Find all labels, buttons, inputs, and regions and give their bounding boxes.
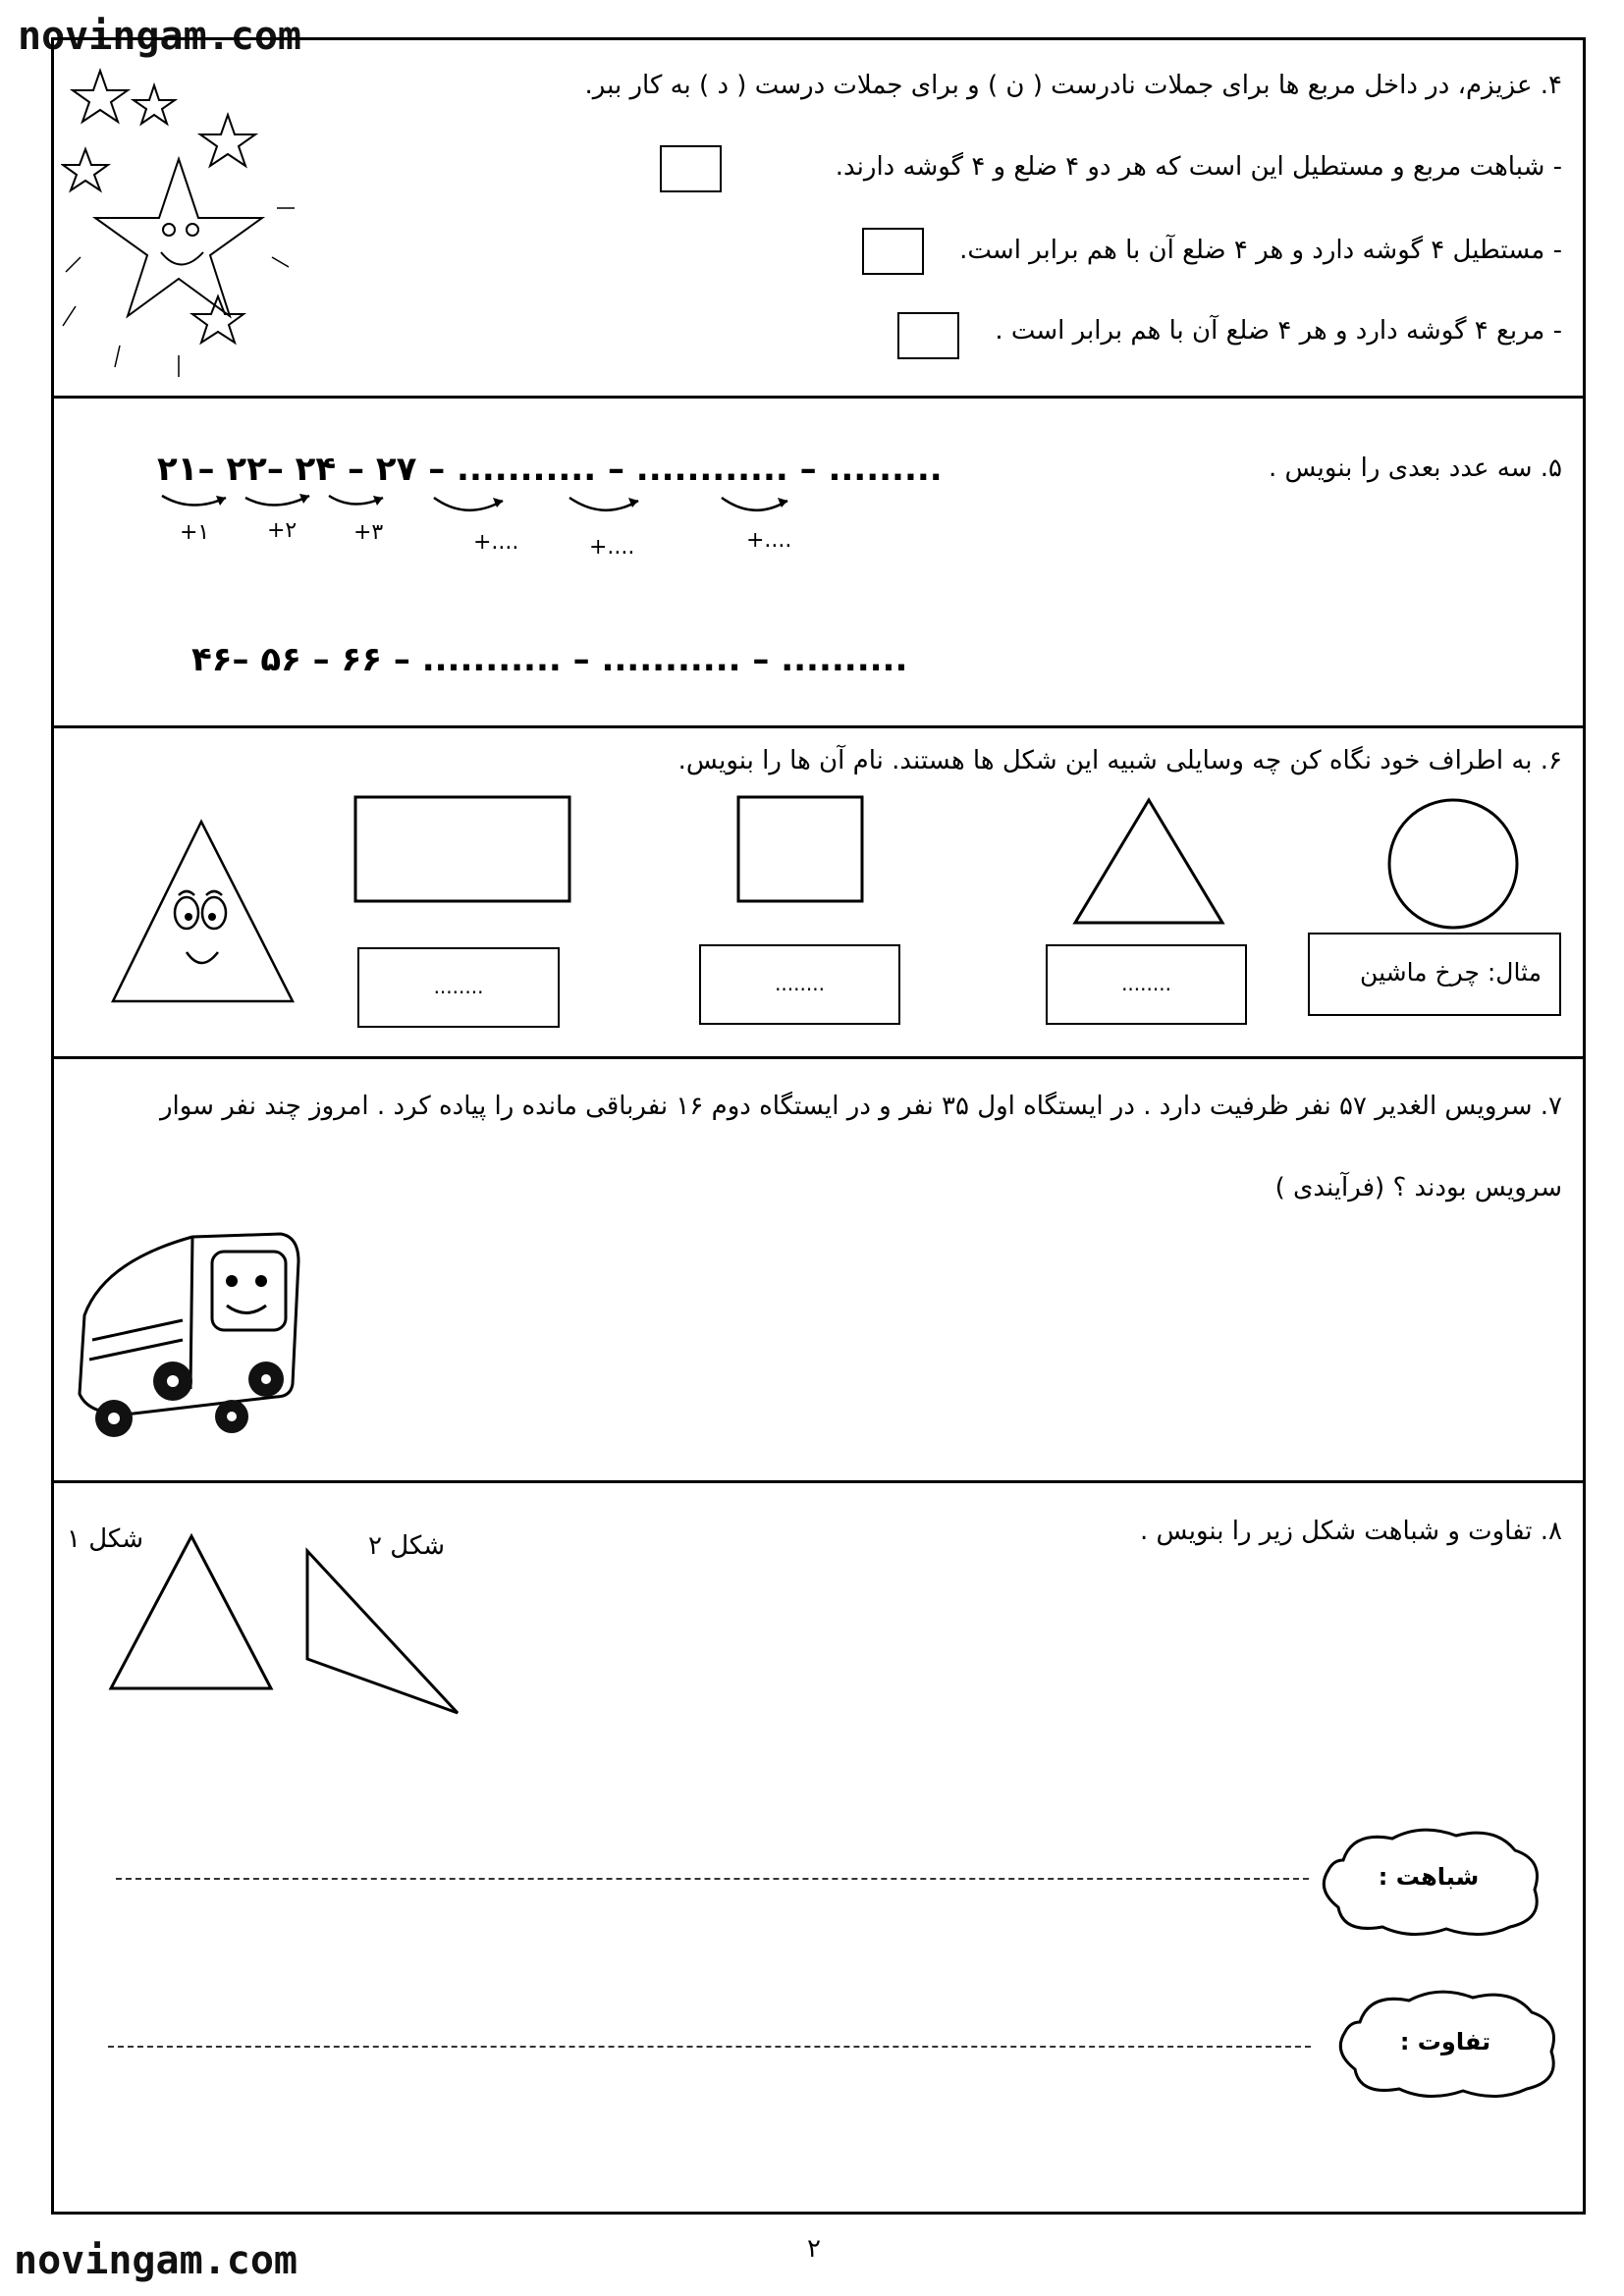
q5-step-4: +.... — [473, 530, 519, 555]
similarity-answer-line[interactable] — [116, 1878, 1309, 1880]
q6-answer-box-3[interactable]: ........ — [357, 947, 560, 1028]
q5-sequence-2: ۴۶– ۵۶ – ۶۶ – ........... – ........... – .......... — [191, 640, 908, 679]
page-number: ۲ — [807, 2234, 821, 2264]
q6-title: ۶. به اطراف خود نگاه کن چه وسایلی شبیه این شکل ها هستند. نام آن ها را بنویس. — [677, 746, 1562, 775]
q4-title: ۴. عزیزم، در داخل مربع ها برای جملات نادرست ( ن ) و برای جملات درست ( د ) به کار ببر. — [584, 71, 1562, 100]
rectangle-shape — [353, 795, 574, 905]
q5-sequence-1: ۲۱– ۲۲– ۲۴ – ۲۷ – ........... – ............ – ......... — [157, 450, 943, 489]
q4-item-2: - مستطیل ۴ گوشه دارد و هر ۴ ضلع آن با هم برابر است. — [959, 236, 1562, 265]
q4-item-3: - مربع ۴ گوشه دارد و هر ۴ ضلع آن با هم برابر است . — [995, 316, 1562, 346]
q4-item-1: - شباهت مربع و مستطیل این است که هر دو ۴ ضلع و ۴ گوشه دارند. — [835, 152, 1562, 182]
square-shape — [736, 795, 869, 905]
q6-example-text: مثال: چرخ ماشین — [1360, 958, 1542, 987]
q5-step-1: +۱ — [180, 520, 210, 545]
watermark-bottom: novingam.com — [14, 2238, 298, 2283]
difference-label: تفاوت : — [1399, 2028, 1491, 2056]
q5-step-6: +.... — [746, 528, 792, 553]
q5-title: ۵. سه عدد بعدی را بنویس . — [1268, 454, 1562, 483]
q8-shape-1 — [106, 1531, 278, 1693]
q8-shape1-label: شکل ۱ — [67, 1524, 144, 1554]
q5-step-5: +.... — [589, 535, 635, 560]
q5-step-2: +۲ — [267, 518, 298, 543]
q8-title: ۸. تفاوت و شباهت شکل زیر را بنویس . — [1140, 1517, 1562, 1546]
circle-shape — [1384, 795, 1522, 933]
q5-step-3: +۳ — [353, 520, 384, 545]
divider-3 — [51, 1056, 1586, 1059]
q6-answer-box-1[interactable]: ........ — [1046, 944, 1247, 1025]
divider-2 — [51, 725, 1586, 728]
q8-shape2-label: شکل ۲ — [368, 1531, 446, 1561]
triangle-shape — [1070, 795, 1227, 928]
similarity-label: شباهت : — [1378, 1863, 1480, 1891]
q4-answer-box-1[interactable] — [660, 145, 722, 192]
divider-1 — [51, 396, 1586, 399]
q6-answer-box-2[interactable]: ........ — [699, 944, 900, 1025]
divider-4 — [51, 1480, 1586, 1483]
watermark-top: novingam.com — [18, 14, 301, 59]
q6-example-box — [1308, 933, 1561, 1016]
q4-answer-box-2[interactable] — [862, 228, 924, 275]
q7-line-2: سرویس بودند ؟ (فرآیندی ) — [1274, 1173, 1562, 1202]
q7-line-1: ۷. سرویس الغدیر ۵۷ نفر ظرفیت دارد . در ایستگاه اول ۳۵ نفر و در ایستگاه دوم ۱۶ نفرباقی مانده را پیاده کرد . امروز چند نفر سوار — [159, 1092, 1562, 1121]
q4-answer-box-3[interactable] — [897, 312, 959, 359]
bus-illustration — [65, 1222, 310, 1448]
smiling-triangle-illustration — [108, 817, 299, 1005]
stars-illustration — [61, 61, 297, 385]
difference-answer-line[interactable] — [108, 2046, 1311, 2048]
q5-arrows — [147, 486, 815, 535]
q8-shape-2 — [302, 1546, 464, 1718]
